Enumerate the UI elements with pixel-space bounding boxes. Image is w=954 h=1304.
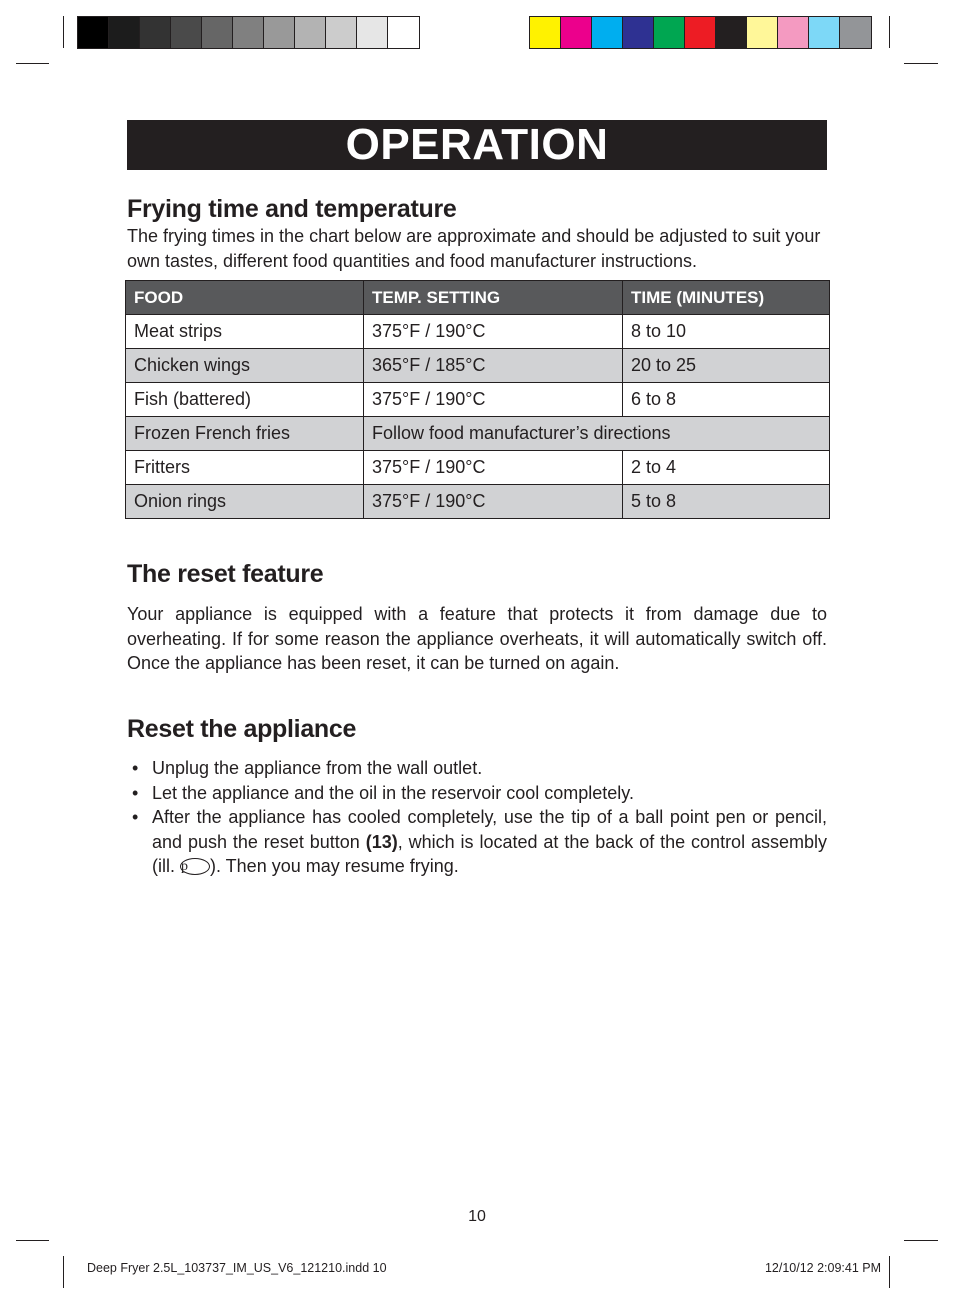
column-header-time: TIME (MINUTES): [623, 281, 830, 315]
process-color-swatch: [592, 17, 623, 48]
process-color-swatch: [685, 17, 716, 48]
table-row: [126, 383, 830, 417]
crop-mark: [63, 1256, 64, 1288]
table-header-row: [126, 281, 830, 315]
food-cell: Onion rings: [126, 485, 364, 519]
list-item: [127, 805, 827, 879]
grayscale-swatch: [140, 17, 171, 48]
food-cell: Frozen French fries: [126, 417, 364, 451]
crop-mark: [904, 63, 938, 64]
crop-mark: [889, 1256, 890, 1288]
grayscale-color-bar: [77, 16, 420, 49]
section-heading-reset-feature: The reset feature: [127, 560, 324, 588]
temp-cell: 375°F / 190°C: [364, 451, 623, 485]
title-banner: [127, 120, 827, 170]
step-text: Let the appliance and the oil in the reservoir cool completely.: [152, 782, 634, 803]
food-cell: Fish (battered): [126, 383, 364, 417]
temp-cell: 365°F / 185°C: [364, 349, 623, 383]
reset-feature-text: Your appliance is equipped with a feature that protects it from damage due to overheating. If for some reason the appliance overheats, it will automatically switch off. Once the appliance has been reset, it can be turned on again.: [127, 604, 827, 673]
section-heading-frying-time: Frying time and temperature: [127, 195, 457, 223]
bullet-icon: •: [132, 758, 139, 778]
grayscale-swatch: [264, 17, 295, 48]
page-number: 10: [468, 1208, 486, 1225]
bullet-icon: •: [132, 782, 139, 803]
table-row: [126, 349, 830, 383]
frying-chart-table: [125, 280, 830, 519]
grayscale-swatch: [171, 17, 202, 48]
step-text: Unplug the appliance from the wall outlet.: [152, 758, 483, 778]
food-cell: Meat strips: [126, 315, 364, 349]
reset-button-ref: (13): [365, 831, 398, 852]
grayscale-swatch: [388, 17, 419, 48]
temp-cell: 375°F / 190°C: [364, 315, 623, 349]
crop-mark: [63, 16, 64, 48]
time-cell: 6 to 8: [623, 383, 830, 417]
process-color-swatch: [530, 17, 561, 48]
table-row: [126, 485, 830, 519]
table-row: [126, 451, 830, 485]
crop-mark: [16, 1240, 49, 1241]
step-text-middle: , which is located at the back of the control assembly (ill.: [152, 831, 828, 876]
frying-intro-text: The frying times in the chart below are approximate and should be adjusted to suit your own tastes, different food quantities and food manufacturer instructions.: [127, 226, 821, 271]
process-color-swatch: [840, 17, 871, 48]
process-color-swatch: [623, 17, 654, 48]
page-title: OPERATION: [345, 120, 609, 169]
list-item: [127, 756, 827, 781]
grayscale-swatch: [326, 17, 357, 48]
grayscale-swatch: [233, 17, 264, 48]
time-cell: 2 to 4: [623, 451, 830, 485]
illustration-ref-icon: p: [180, 858, 210, 875]
reset-steps-list: [127, 756, 827, 879]
step-text-before: After the appliance has cooled completely, use the tip of a ball point pen or pencil, and push the reset button: [152, 807, 827, 852]
grayscale-swatch: [295, 17, 326, 48]
column-header-temp: TEMP. SETTING: [364, 281, 623, 315]
grayscale-swatch: [109, 17, 140, 48]
process-color-bar: [529, 16, 872, 49]
table-row: [126, 315, 830, 349]
step-text-after: ). Then you may resume frying.: [210, 856, 459, 876]
time-cell: 5 to 8: [623, 485, 830, 519]
crop-mark: [904, 1240, 938, 1241]
process-color-swatch: [716, 17, 747, 48]
crop-mark: [889, 16, 890, 48]
process-color-swatch: [561, 17, 592, 48]
grayscale-swatch: [78, 17, 109, 48]
table-row: [126, 417, 830, 451]
temp-cell: 375°F / 190°C: [364, 383, 623, 417]
list-item: [127, 781, 827, 806]
column-header-food: FOOD: [126, 281, 364, 315]
process-color-swatch: [654, 17, 685, 48]
crop-mark: [16, 63, 49, 64]
slug-file-name: Deep Fryer 2.5L_103737_IM_US_V6_121210.indd 10: [87, 1261, 387, 1275]
process-color-swatch: [747, 17, 778, 48]
food-cell: Chicken wings: [126, 349, 364, 383]
time-cell: 20 to 25: [623, 349, 830, 383]
process-color-swatch: [809, 17, 840, 48]
time-cell: 8 to 10: [623, 315, 830, 349]
directions-note-cell: Follow food manufacturer’s directions: [364, 417, 830, 451]
section-heading-reset-appliance: Reset the appliance: [127, 715, 357, 743]
grayscale-swatch: [357, 17, 388, 48]
food-cell: Fritters: [126, 451, 364, 485]
bullet-icon: •: [132, 807, 139, 827]
slug-timestamp: 12/10/12 2:09:41 PM: [764, 1261, 881, 1275]
process-color-swatch: [778, 17, 809, 48]
grayscale-swatch: [202, 17, 233, 48]
temp-cell: 375°F / 190°C: [364, 485, 623, 519]
